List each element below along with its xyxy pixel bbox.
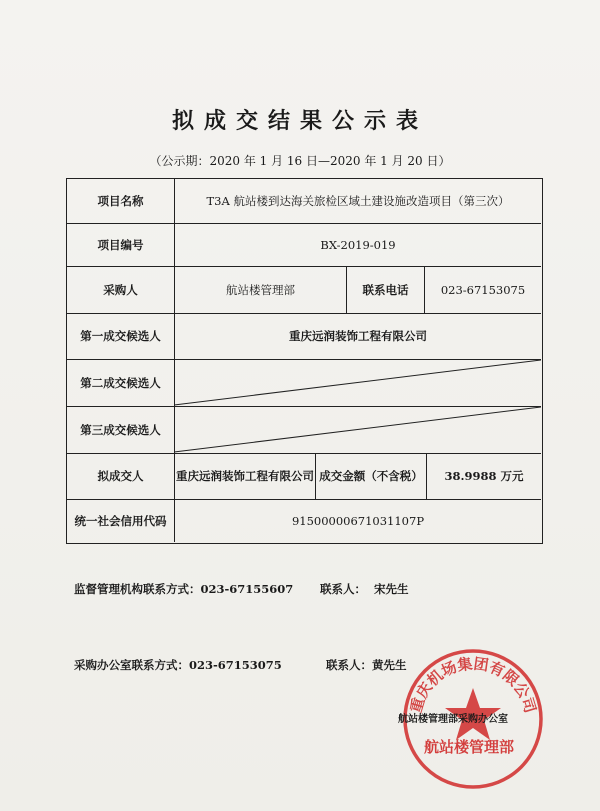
amount-value: 38.9988 万元 [444, 469, 524, 483]
procurement-contact-name: 黄先生 [372, 658, 407, 672]
supervision-label: 监督管理机构联系方式： [74, 582, 201, 596]
supervision-contact-label: 联系人： [320, 582, 366, 596]
project-no-label: 项目编号 [97, 237, 144, 252]
procurement-person [326, 657, 407, 673]
winner-label: 拟成交人 [97, 469, 144, 483]
project-name-value: T3A 航站楼到达海关旅检区域土建设施改造项目（第三次） [206, 194, 510, 208]
supervision-phone: 023-67155607 [200, 582, 294, 596]
candidate3-label: 第三成交候选人 [80, 422, 161, 437]
supervision-person [320, 581, 409, 597]
procurement-label: 采购办公室联系方式： [74, 658, 189, 672]
candidate1-value: 重庆远润装饰工程有限公司 [289, 329, 427, 343]
procurement-contact-label: 联系人： [326, 658, 372, 672]
credit-code-value: 91500000671031107P [291, 513, 425, 528]
result-table [66, 178, 543, 544]
project-no-value: BX-2019-019 [320, 237, 396, 252]
candidate2-label: 第二成交候选人 [80, 375, 161, 390]
procurement-phone: 023-67153075 [189, 658, 282, 672]
purchaser-value: 航站楼管理部 [226, 282, 295, 297]
candidate1-label: 第一成交候选人 [80, 329, 161, 343]
procurement-contact-line [74, 657, 282, 673]
phone-value: 023-67153075 [440, 282, 526, 297]
publicity-period: （公示期：2020 年 1 月 16 日—2020 年 1 月 20 日） [149, 154, 451, 168]
purchaser-label: 采购人 [103, 282, 138, 297]
amount-label: 成交金额（不含税） [319, 469, 423, 483]
phone-label: 联系电话 [362, 282, 409, 297]
seal-overlay-text: 航站楼管理部采购办公室 [398, 714, 508, 725]
seal-ring-text: 重庆机场集团有限公司 [406, 654, 540, 716]
seal-center-text: 航站楼管理部 [424, 738, 515, 756]
empty-cell-slash [174, 406, 541, 453]
supervision-contact-line [74, 581, 293, 597]
project-name-label: 项目名称 [97, 194, 144, 208]
credit-code-label: 统一社会信用代码 [74, 513, 167, 528]
document-title: 拟成交结果公示表 [171, 108, 428, 134]
winner-value: 重庆远润装饰工程有限公司 [176, 469, 314, 483]
supervision-contact-name: 宋先生 [374, 582, 409, 596]
empty-cell-slash [174, 359, 541, 406]
official-seal [398, 644, 548, 794]
